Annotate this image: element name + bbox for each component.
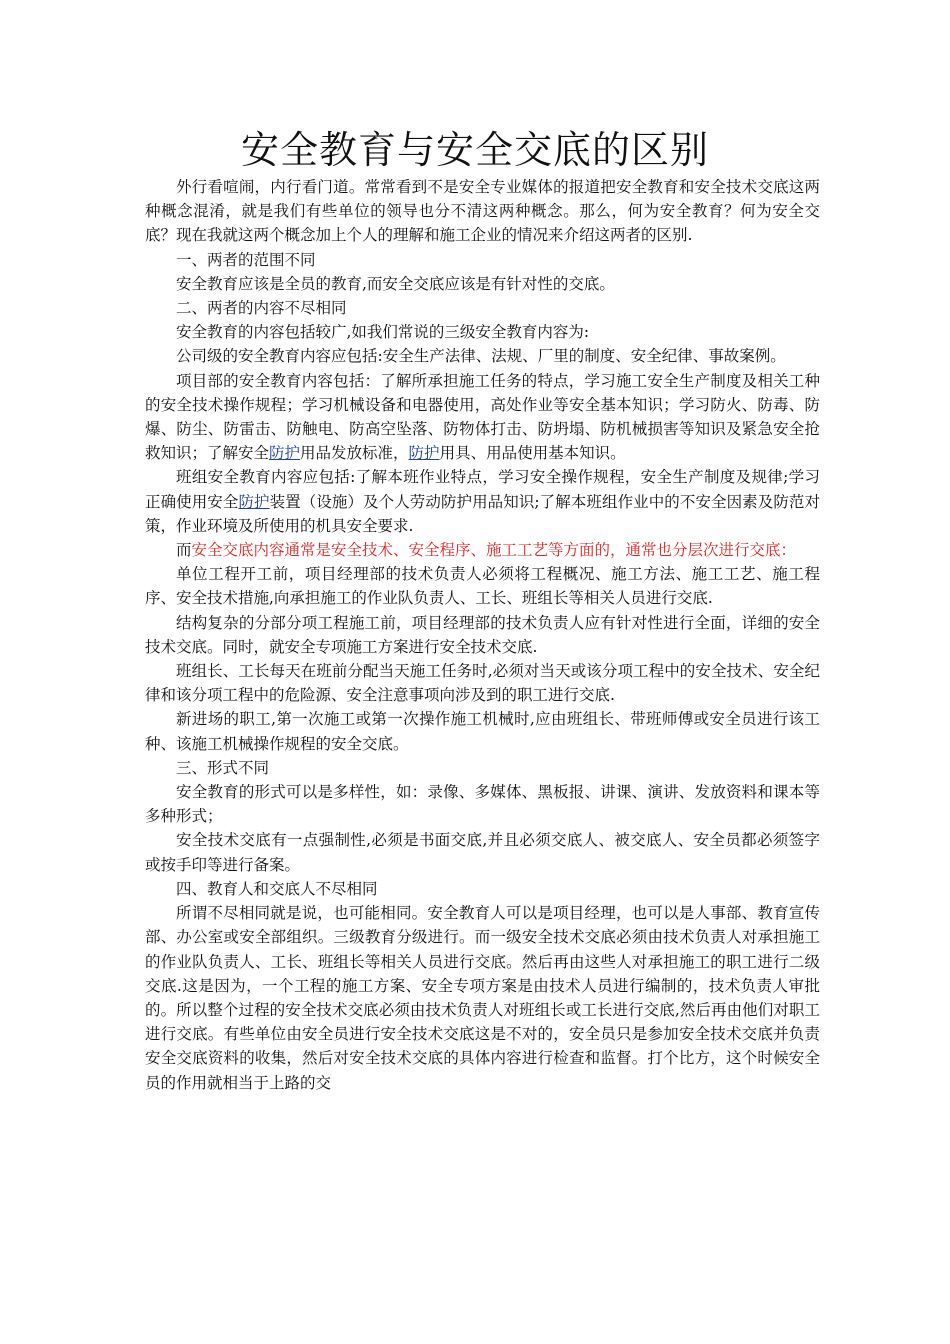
- paragraph: 结构复杂的分部分项工程施工前，项目经理部的技术负责人应有针对性进行全面，详细的安全技术交底。同时，就安全专项施工方案进行安全技术交底.: [145, 613, 820, 656]
- paragraph: 所谓不尽相同就是说，也可能相同。安全教育人可以是项目经理，也可以是人事部、教育宣传部、办公室或安全部组织。三级教育分级进行。而一级安全技术交底必须由技术负责人对承担施工的作业队负责人、工长、班组长等相关人员进行交底。然后再由这些人对承担施工的职工进行二级交底.这是因为，一个工程的施工方案、安全专项方案是由技术人员进行编制的，技术负责人审批的。所以整个过程的安全技术交底必须由技术负责人对班组长或工长进行交底,然后再由他们对职工进行交底。有些单位由安全员进行安全技术交底这是不对的，安全员只是参加安全技术交底并负责安全交底资料的收集，然后对安全技术交底的具体内容进行检查和监督。打个比方，这个时候安全员的作用就相当于上路的交: [145, 904, 820, 1092]
- section-heading-3: 三、形式不同: [176, 758, 270, 777]
- document-title: 安全教育与安全交底的区别: [240, 128, 709, 172]
- text-segment: 用品发放标准，: [300, 444, 409, 463]
- paragraph: 安全教育的形式可以是多样性，如：录像、多媒体、黑板报、讲课、演讲、发放资料和课本等多种形式；: [145, 783, 820, 826]
- protection-link[interactable]: 防护: [238, 492, 270, 511]
- section-heading-4: 四、教育人和交底人不尽相同: [176, 879, 378, 898]
- paragraph: 安全教育的内容包括较广,如我们常说的三级安全教育内容为:: [176, 323, 590, 342]
- paragraph-team-education: [145, 465, 820, 538]
- text-segment: 装置（设施）及个人劳动防护用品知识;了解本班组作业中的不安全因素及防范对策，作业环境及所使用的机具安全要求.: [145, 492, 820, 535]
- section-heading-1: 一、两者的范围不同: [176, 250, 316, 269]
- text-segment: 而: [176, 541, 192, 560]
- document-body: [145, 175, 820, 1095]
- paragraph: 安全教育应该是全员的教育,而安全交底应该是有针对性的交底。: [176, 274, 615, 293]
- paragraph: 安全技术交底有一点强制性,必须是书面交底,并且必须交底人、被交底人、安全员都必须签字或按手印等进行备案。: [145, 831, 820, 874]
- paragraph: 公司级的安全教育内容应包括:安全生产法律、法规、厂里的制度、安全纪律、事故案例。: [176, 347, 786, 366]
- highlighted-text: 安全交底内容通常是安全技术、安全程序、施工工艺等方面的，通常也分层次进行交底：: [191, 541, 797, 560]
- section-heading-2: 二、两者的内容不尽相同: [176, 299, 347, 318]
- paragraph-briefing-intro: [145, 538, 820, 562]
- text-segment: 用具、用品使用基本知识。: [439, 444, 626, 463]
- protection-link[interactable]: 防护: [408, 444, 440, 463]
- text-segment: 项目部的安全教育内容包括：了解所承担施工任务的特点，学习施工安全生产制度及相关工种的安全技术操作规程；学习机械设备和电器使用，高处作业等安全基本知识；学习防火、防毒、防爆、防尘、防雷击、防触电、防高空坠落、防物体打击、防坍塌、防机械损害等知识及紧急安全抢救知识；了解安全: [145, 371, 820, 463]
- paragraph: 新进场的职工,第一次施工或第一次操作施工机械时,应由班组长、带班师傅或安全员进行该工种、该施工机械操作规程的安全交底。: [145, 710, 820, 753]
- paragraph: 单位工程开工前，项目经理部的技术负责人必须将工程概况、施工方法、施工工艺、施工程序、安全技术措施,向承担施工的作业队负责人、工长、班组长等相关人员进行交底.: [145, 565, 820, 608]
- paragraph: 班组长、工长每天在班前分配当天施工任务时,必须对当天或该分项工程中的安全技术、安全纪律和该分项工程中的危险源、安全注意事项向涉及到的职工进行交底.: [145, 662, 820, 705]
- paragraph-intro: 外行看喧闹，内行看门道。常常看到不是安全专业媒体的报道把安全教育和安全技术交底这两种概念混淆，就是我们有些单位的领导也分不清这两种概念。那么，何为安全教育？何为安全交底？现在我就这两个概念加上个人的理解和施工企业的情况来介绍这两者的区别.: [145, 178, 820, 245]
- paragraph-project-education: [145, 369, 820, 466]
- protection-link[interactable]: 防护: [269, 444, 301, 463]
- text-segment: 班组安全教育内容应包括:了解本班作业特点，学习安全操作规程，安全生产制度及规律;学习正确使用安全: [145, 468, 820, 511]
